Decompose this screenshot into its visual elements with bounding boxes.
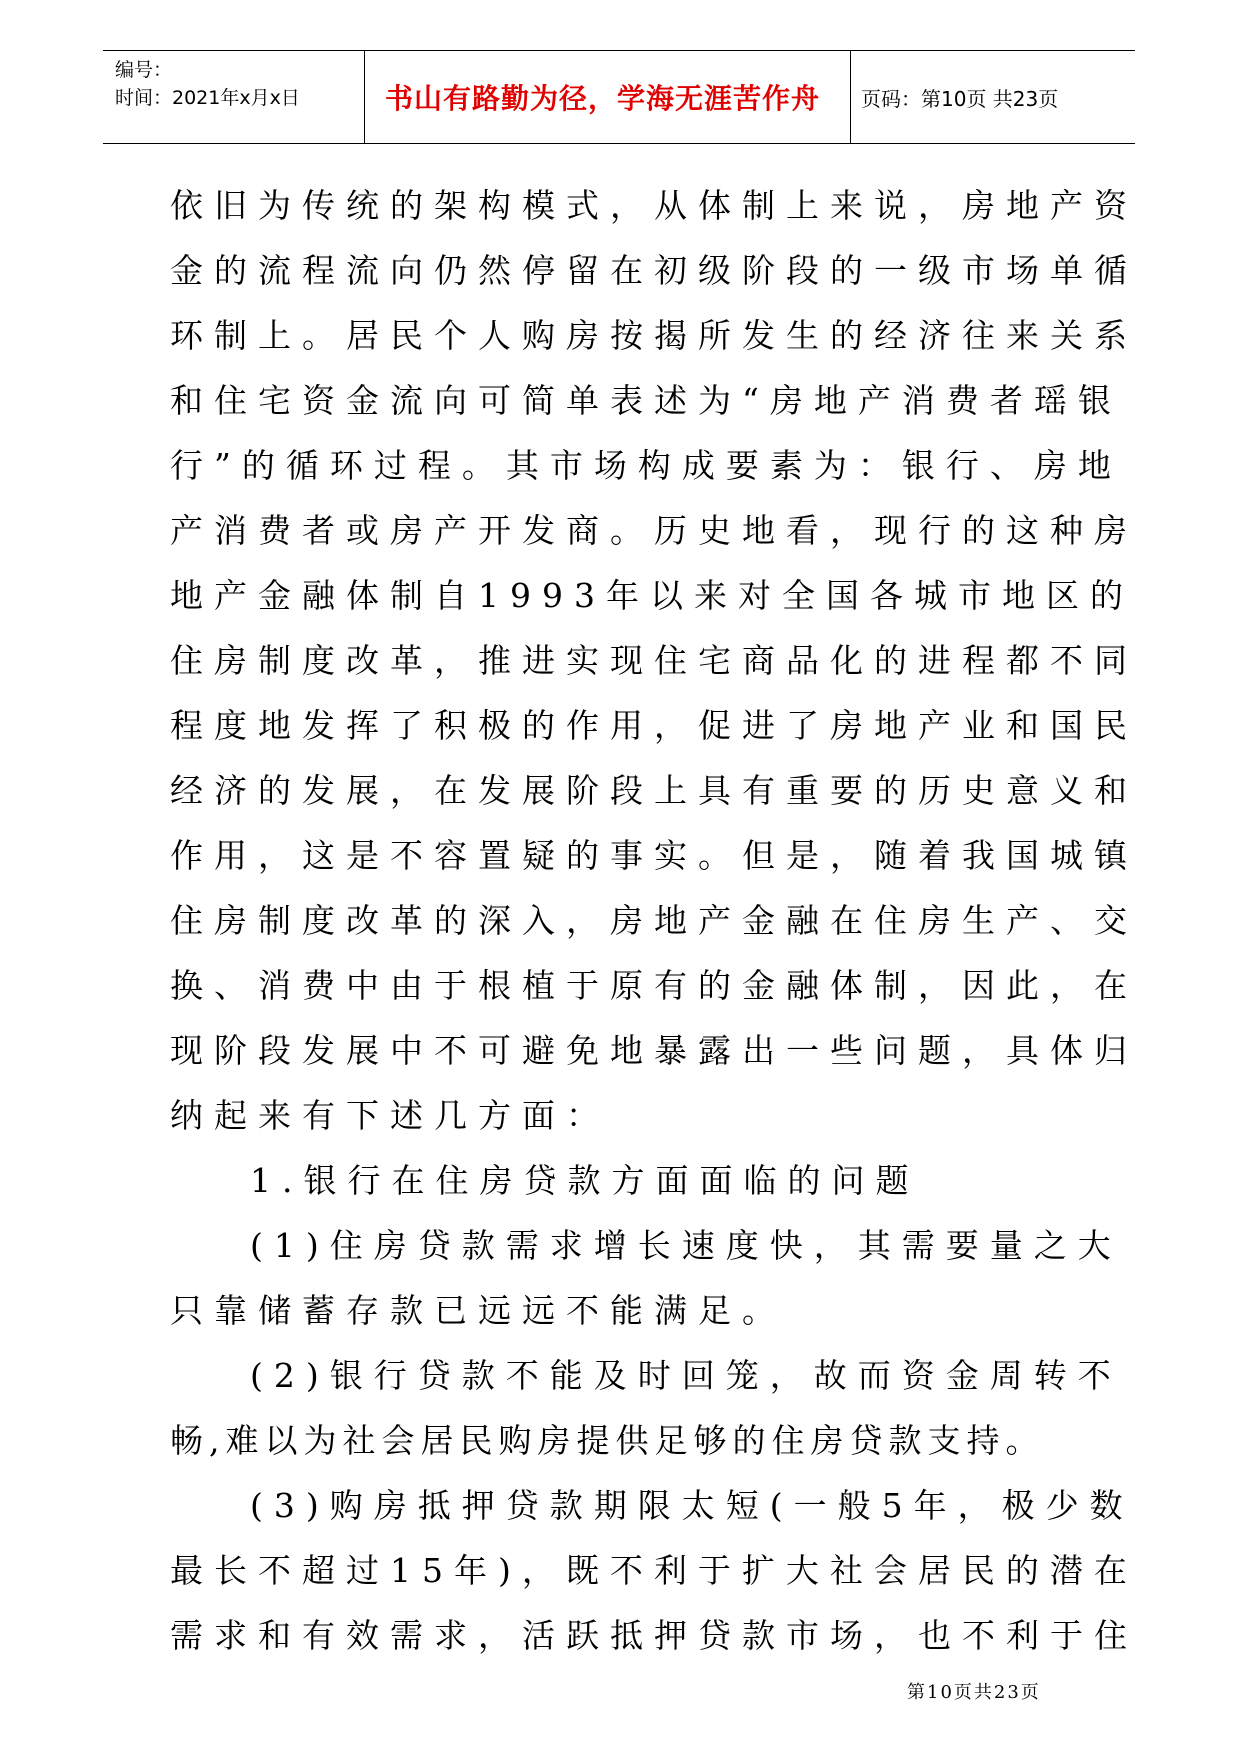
text-line: 金的流程流向仍然停留在初级阶段的一级市场单循 <box>170 251 1138 290</box>
text-line: 需求和有效需求，活跃抵押贷款市场，也不利于住 <box>170 1616 1138 1655</box>
text-line: 只靠储蓄存款已远远不能满足。 <box>170 1291 786 1330</box>
text-line: 环制上。居民个人购房按揭所发生的经济往来关系 <box>170 316 1138 355</box>
text-line: 畅,难以为社会居民购房提供足够的住房贷款支持。 <box>170 1421 1045 1460</box>
page-header <box>103 50 1135 144</box>
text-line: 和住宅资金流向可简单表述为“房地产消费者瑶银 <box>170 381 1122 420</box>
text-line: 最长不超过15年)，既不利于扩大社会居民的潜在 <box>170 1551 1138 1590</box>
page-footer: 第10页共23页 <box>907 1682 1041 1703</box>
header-divider <box>850 51 851 143</box>
text-line: 依旧为传统的架构模式，从体制上来说，房地产资 <box>170 186 1138 225</box>
text-line: (1)住房贷款需求增长速度快，其需要量之大 <box>250 1226 1122 1265</box>
section-heading: 1.银行在住房贷款方面面临的问题 <box>250 1161 920 1200</box>
header-meta <box>115 56 365 142</box>
text-line: 产消费者或房产开发商。历史地看，现行的这种房 <box>170 511 1138 550</box>
time-label: 时间：2021年x月x日 <box>115 87 300 109</box>
text-line: (2)银行贷款不能及时回笼，故而资金周转不 <box>250 1356 1122 1395</box>
text-line: 纳起来有下述几方面： <box>170 1096 610 1135</box>
header-motto: 书山有路勤为径，学海无涯苦作舟 <box>384 82 820 115</box>
document-body <box>170 173 1138 1668</box>
header-page-code: 页码：第10页 共23页 <box>861 86 1059 111</box>
text-line: 经济的发展，在发展阶段上具有重要的历史意义和 <box>170 771 1138 810</box>
text-line: 现阶段发展中不可避免地暴露出一些问题，具体归 <box>170 1031 1138 1070</box>
text-line: 住房制度改革的深入，房地产金融在住房生产、交 <box>170 901 1138 940</box>
text-line: 程度地发挥了积极的作用，促进了房地产业和国民 <box>170 706 1138 745</box>
text-line: (3)购房抵押贷款期限太短(一般5年，极少数 <box>250 1486 1134 1525</box>
number-label: 编号： <box>115 59 173 81</box>
text-line: 住房制度改革，推进实现住宅商品化的进程都不同 <box>170 641 1138 680</box>
text-line: 地产金融体制自1993年以来对全国各城市地区的 <box>170 576 1134 615</box>
text-line: 行”的循环过程。其市场构成要素为：银行、房地 <box>170 446 1122 485</box>
text-line: 换、消费中由于根植于原有的金融体制，因此，在 <box>170 966 1138 1005</box>
text-line: 作用，这是不容置疑的事实。但是，随着我国城镇 <box>170 836 1138 875</box>
